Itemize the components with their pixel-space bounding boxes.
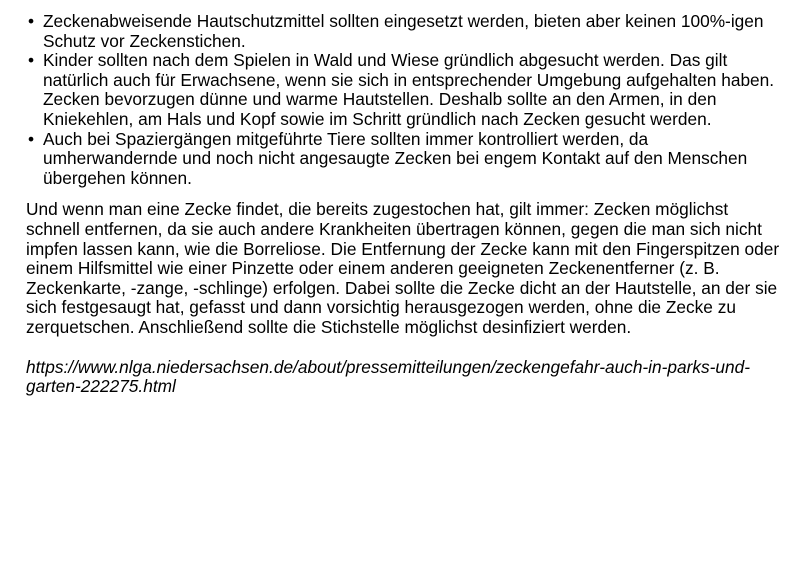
bullet-dot-icon: •: [28, 50, 35, 71]
bullet-item: [26, 130, 780, 189]
bullet-item: [26, 51, 780, 129]
bullet-dot-icon: •: [28, 11, 35, 31]
bullet-dot-icon: •: [28, 128, 35, 149]
bullet-item: [26, 12, 780, 51]
bullet-text: Auch bei Spaziergängen mitgeführte Tiere sollten immer kontrolliert werden, da umherwandernde und noch nicht angesaugte Zecken bei engem Kontakt auf den Menschen übergehen können.: [43, 128, 748, 188]
bullet-text: Zeckenabweisende Hautschutzmittel sollten eingesetzt werden, bieten aber keinen 100%-igen Schutz vor Zeckenstichen.: [43, 11, 764, 51]
bullet-list: [26, 12, 780, 188]
bullet-text: Kinder sollten nach dem Spielen in Wald und Wiese gründlich abgesucht werden. Das gilt natürlich auch für Erwachsene, wenn sie sich in entsprechender Umgebung aufgehalten haben. Zecken bevorzugen dünne und warme Hautstellen. Deshalb sollte an den Armen, in den Kniekehlen, am Hals und Kopf sowie im Schritt gründlich nach Zecken gesucht werden.: [43, 50, 775, 129]
body-paragraph: Und wenn man eine Zecke findet, die bereits zugestochen hat, gilt immer: Zecken möglichst schnell entfernen, da sie auch andere Krankheiten übertragen können, gegen die man sich nicht impfen lassen kann, wie die Borreliose. Die Entfernung der Zecke kann mit den Fingerspitzen oder einem Hilfsmittel wie einer Pinzette oder einem anderen geeigneten Zeckenentferner (z. B. Zeckenkarte, -zange, -schlinge) erfolgen. Dabei sollte die Zecke dicht an der Hautstelle, an der sie sich festgesaugt hat, gefasst und dann vorsichtig herausgezogen werden, ohne die Zecke zu zerquetschen. Anschließend sollte die Stichstelle möglichst desinfiziert werden.: [26, 199, 780, 337]
source-link[interactable]: https://www.nlga.niedersachsen.de/about/pressemitteilungen/zeckengefahr-auch-in-parks-und-garten-222275.html: [26, 356, 750, 397]
